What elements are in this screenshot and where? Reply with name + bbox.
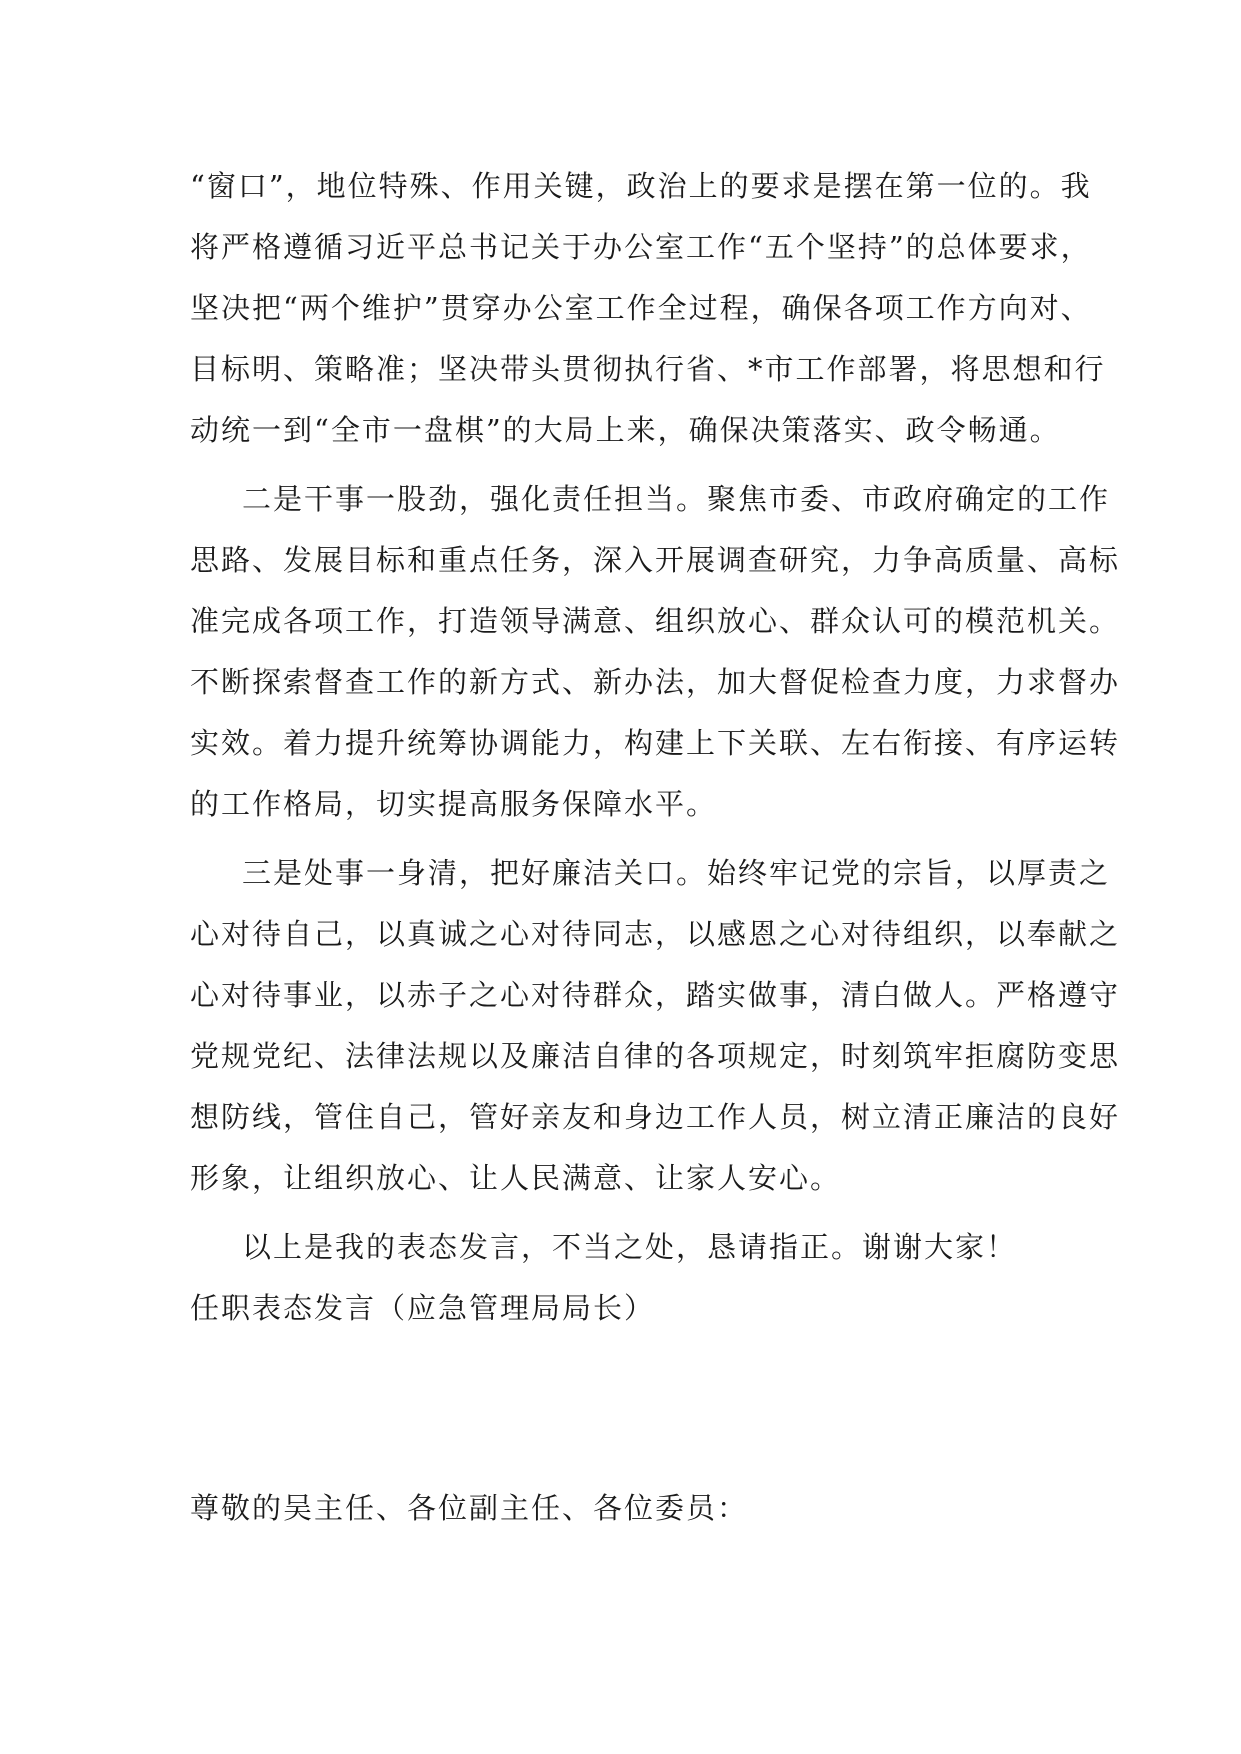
text-line: 三是处事一身清，把好廉洁关口。始终牢记党的宗旨，以厚责之 (242, 856, 1111, 890)
text-line: 以上是我的表态发言，不当之处，恳请指正。谢谢大家！ (242, 1230, 1018, 1264)
paragraph-integrity (190, 843, 1121, 1209)
text-line: 想防线，管住自己，管好亲友和身边工作人员，树立清正廉洁的良好 (190, 1100, 1121, 1134)
text-line: 坚决把“两个维护”贯穿办公室工作全过程，确保各项工作方向对、 (190, 291, 1092, 325)
document-body (190, 156, 1121, 1339)
text-line: 不断探索督查工作的新方式、新办法，加大督促检查力度，力求督办 (190, 665, 1121, 699)
text-line: 将严格遵循习近平总书记关于办公室工作“五个坚持”的总体要求， (190, 230, 1092, 264)
text-line: 目标明、策略准；坚决带头贯彻执行省、*市工作部署，将思想和行 (190, 352, 1106, 386)
text-line: 二是干事一股劲，强化责任担当。聚焦市委、市政府确定的工作 (242, 482, 1111, 516)
text-line: 形象，让组织放心、让人民满意、让家人安心。 (190, 1161, 842, 1195)
text-line: 心对待事业，以赤子之心对待群众，踏实做事，清白做人。严格遵守 (190, 978, 1121, 1012)
text-line: 的工作格局，切实提高服务保障水平。 (190, 787, 718, 821)
text-line: 实效。着力提升统筹协调能力，构建上下关联、左右衔接、有序运转 (190, 726, 1121, 760)
salutation: 尊敬的吴主任、各位副主任、各位委员： (190, 1491, 749, 1525)
text-line: 动统一到“全市一盘棋”的大局上来，确保决策落实、政令畅通。 (190, 413, 1061, 447)
text-line: 准完成各项工作，打造领导满意、组织放心、群众认可的模范机关。 (190, 604, 1121, 638)
paragraph-responsibility (190, 469, 1121, 835)
paragraph-political-requirement (190, 156, 1106, 461)
text-line: “窗口”，地位特殊、作用关键，政治上的要求是摆在第一位的。我 (190, 169, 1092, 203)
text-line: 心对待自己，以真诚之心对待同志，以感恩之心对待组织，以奉献之 (190, 917, 1121, 951)
next-speech-title: 任职表态发言（应急管理局局长） (190, 1291, 656, 1325)
text-line: 思路、发展目标和重点任务，深入开展调查研究，力争高质量、高标 (190, 543, 1121, 577)
paragraph-closing (190, 1217, 1058, 1278)
text-line: 党规党纪、法律法规以及廉洁自律的各项规定，时刻筑牢拒腐防变思 (190, 1039, 1121, 1073)
